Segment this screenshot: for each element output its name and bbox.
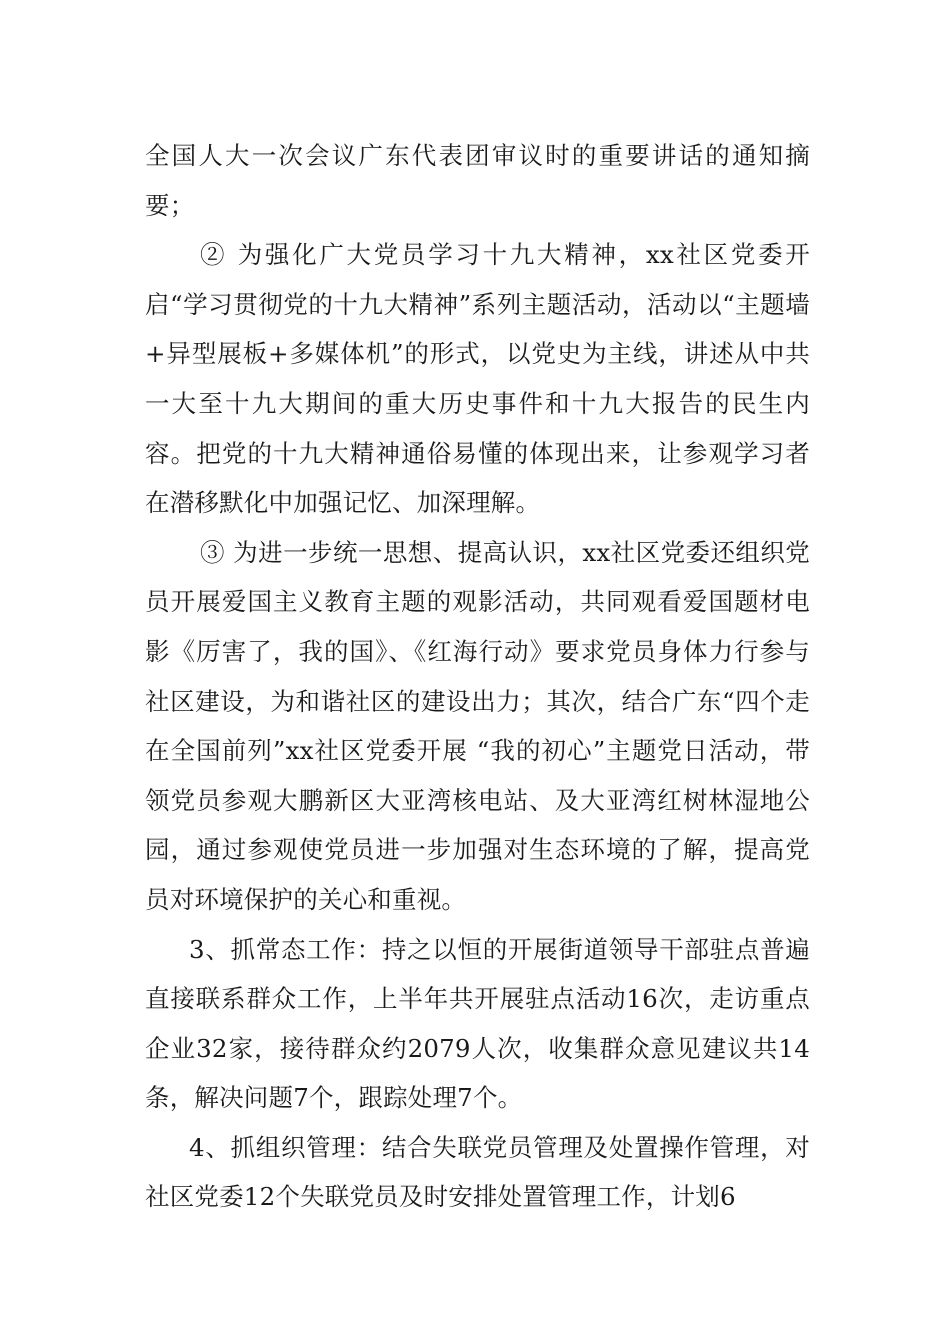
paragraph-3: ③ 为进一步统一思想、提高认识，xx社区党委还组织党员开展爱国主义教育主题的观影活动，共同观看爱国题材电影《厉害了，我的国》、《红海行动》要求党员身体力行参与社区建设，为和谐社区的建设出力；其次，结合广东“四个走在全国前列”xx社区党委开展 “我的初心”主题党日活动，带领党员参观大鹏新区大亚湾核电站、及大亚湾红树林湿地公园，通过参观使党员进一步加强对生态环境的了解，提高党员对环境保护的关心和重视。	[145, 537, 810, 914]
document-body	[145, 131, 810, 1222]
paragraph-5: 4、抓组织管理：结合失联党员管理及处置操作管理，对社区党委12个失联党员及时安排处置管理工作，计划6	[145, 1132, 810, 1212]
paragraph-4: 3、抓常态工作：持之以恒的开展街道领导干部驻点普遍直接联系群众工作，上半年共开展驻点活动16次，走访重点企业32家，接待群众约2079人次，收集群众意见建议共14条，解决问题7个，跟踪处理7个。	[145, 934, 810, 1113]
paragraph-2: ② 为强化广大党员学习十九大精神，xx社区党委开启“学习贯彻党的十九大精神”系列主题活动，活动以“主题墙+异型展板+多媒体机”的形式，以党史为主线，讲述从中共一大至十九大期间的重大历史事件和十九大报告的民生内容。把党的十九大精神通俗易懂的体现出来，让参观学习者在潜移默化中加强记忆、加深理解。	[145, 240, 810, 518]
paragraph-1: 全国人大一次会议广东代表团审议时的重要讲话的通知摘要；	[145, 141, 810, 220]
